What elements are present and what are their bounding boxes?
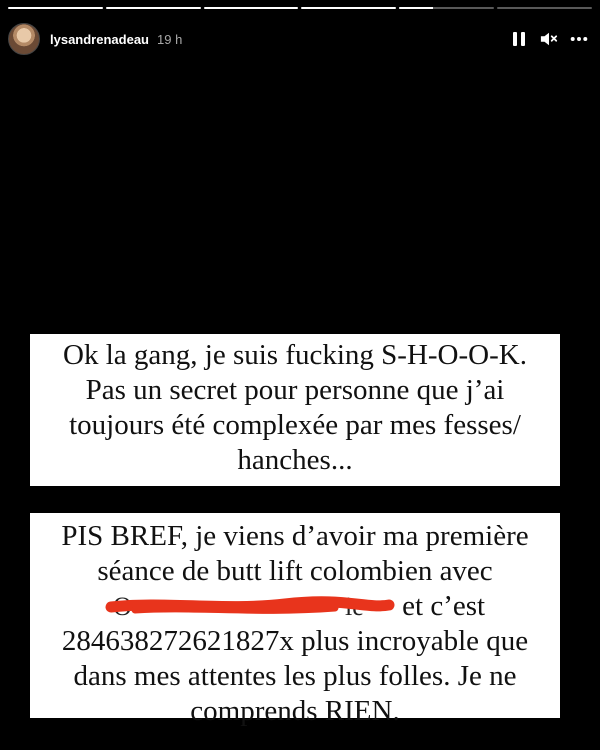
progress-segment	[301, 7, 396, 9]
progress-segment	[204, 7, 299, 9]
post-time: 19 h	[157, 31, 183, 47]
svg-text:O: O	[112, 595, 132, 622]
text-line: PIS BREF, je viens d’avoir ma première	[61, 520, 529, 552]
progress-segment	[106, 7, 201, 9]
avatar[interactable]	[8, 23, 40, 55]
more-icon[interactable]	[570, 30, 588, 48]
text-line: toujours été complexée par mes fesses/	[69, 409, 521, 441]
text-line: dans mes attentes les plus folles. Je ne	[73, 660, 517, 692]
mute-icon[interactable]	[540, 30, 558, 48]
story-controls	[510, 30, 592, 48]
progress-segment	[399, 7, 494, 9]
redaction-scribble	[105, 595, 395, 621]
text-line: Ok la gang, je suis fucking S-H-O-O-K.	[63, 339, 527, 371]
text-line: 284638272621827x plus incroyable que	[61, 625, 529, 657]
text-line: séance de butt lift colombien avec	[97, 555, 493, 587]
text-line: Pas un secret pour personne que j’ai	[85, 374, 505, 406]
story-progress-bar	[8, 7, 592, 10]
text-line: hanches...	[237, 444, 353, 476]
text-fragment: et c’est	[402, 590, 486, 622]
redacted-line	[42, 589, 548, 624]
username[interactable]: lysandrenadeau	[50, 31, 149, 47]
progress-segment	[8, 7, 103, 9]
svg-text:ie: ie	[344, 595, 364, 622]
pause-icon[interactable]	[510, 30, 528, 48]
progress-segment	[497, 7, 592, 9]
story-text-box	[30, 334, 560, 486]
story-header	[8, 22, 592, 56]
text-line: comprends RIEN.	[190, 695, 400, 727]
story-text-box	[30, 513, 560, 727]
